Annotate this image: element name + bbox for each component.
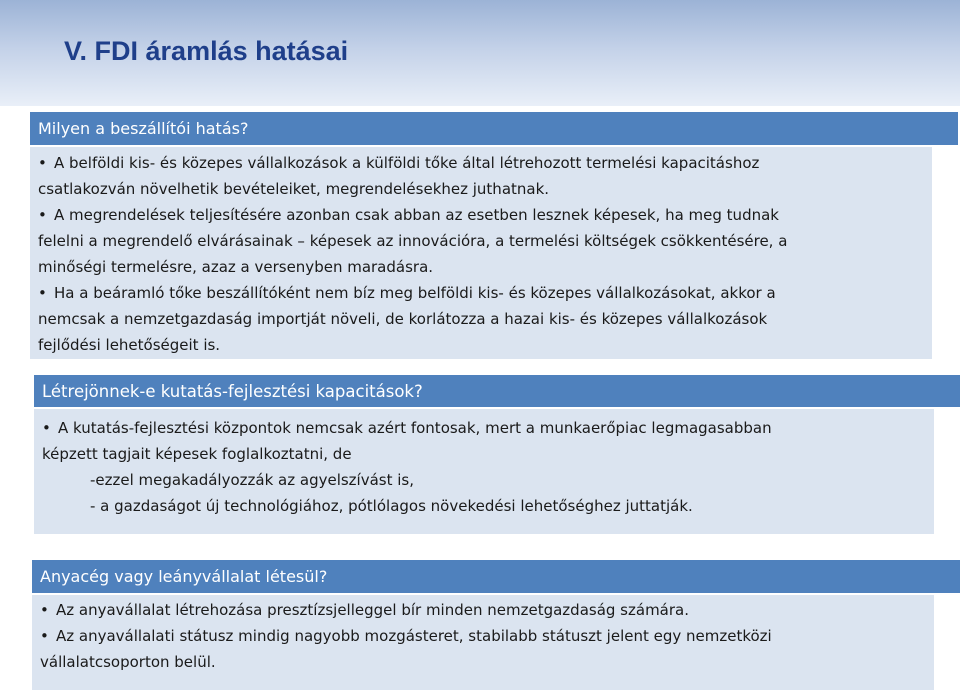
rnd-line: - a gazdaságot új technológiához, pótlólagos növekedési lehetőséghez juttatják. [90, 497, 693, 515]
bullet-item: • Az anyavállalati státusz mindig nagyobb mozgásteret, stabilabb státuszt jelent egy nemzetközi [40, 627, 772, 645]
bullet-item: • A belföldi kis- és közepes vállalkozások a külföldi tőke által létrehozott termelési kapacitáshoz [38, 154, 760, 172]
bullet-item: • Ha a beáramló tőke beszállítóként nem bíz meg belföldi kis- és közepes vállalkozásokat, akkor a [38, 284, 776, 302]
bullet-continuation: felelni a megrendelő elvárásainak – képesek az innovációra, a termelési költségek csökkentésére, a [38, 232, 788, 250]
bullet-item: • Az anyavállalat létrehozása presztízsjelleggel bír minden nemzetgazdaság számára. [40, 601, 689, 619]
rnd-line: képzett tagjait képesek foglalkoztatni, de [42, 445, 352, 463]
section-heading-parent-subsidiary: Anyacég vagy leányvállalat létesül? [32, 560, 960, 593]
section-heading-rnd: Létrejönnek-e kutatás-fejlesztési kapacitások? [34, 375, 960, 407]
bullet-continuation: minőségi termelésre, azaz a versenyben maradásra. [38, 258, 434, 276]
section-heading-supplier: Milyen a beszállítói hatás? [30, 112, 958, 145]
bullet-continuation: csatlakozván növelhetik bevételeiket, megrendelésekhez juthatnak. [38, 180, 550, 198]
section-body-supplier [30, 147, 932, 359]
section-body-rnd [34, 409, 934, 534]
bullet-continuation: vállalatcsoporton belül. [40, 653, 216, 671]
bullet-continuation: nemcsak a nemzetgazdaság importját növeli, de korlátozza a hazai kis- és közepes vállalkozások [38, 310, 768, 328]
bullet-item: • A megrendelések teljesítésére azonban csak abban az esetben lesznek képesek, ha meg tudnak [38, 206, 779, 224]
section-body-parent-subsidiary [32, 595, 934, 690]
page-title: V. FDI áramlás hatásai [64, 36, 349, 66]
bullet-continuation: fejlődési lehetőségeit is. [38, 336, 221, 354]
rnd-line: -ezzel megakadályozzák az agyelszívást is, [90, 471, 415, 489]
rnd-line: • A kutatás-fejlesztési központok nemcsak azért fontosak, mert a munkaerőpiac legmagasabban [42, 419, 772, 437]
